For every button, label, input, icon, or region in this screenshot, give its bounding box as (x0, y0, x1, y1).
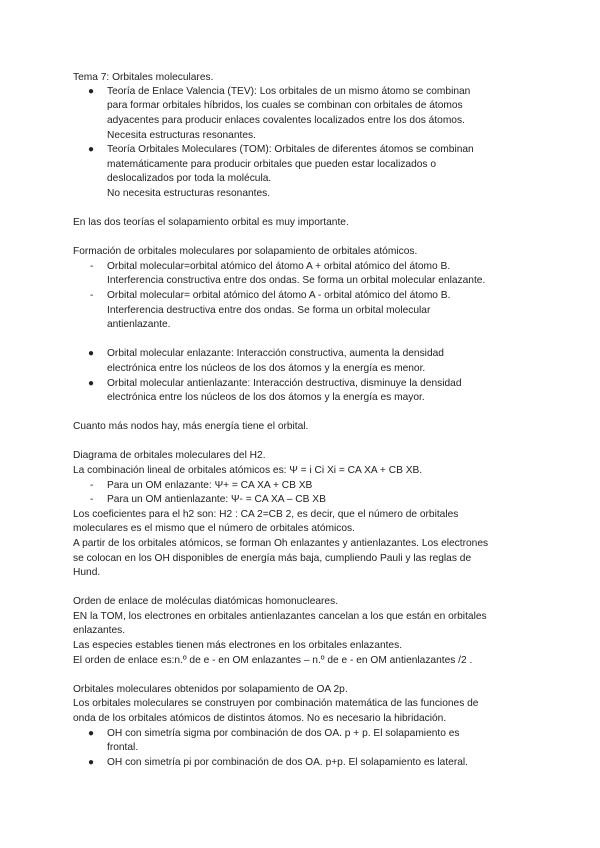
om-antienlazante-formula: Para un OM antienlazante: Ψ- = CA XA – CB XB (107, 494, 326, 505)
om-sum-line-2: Interferencia constructiva entre dos ondas. Se forma un orbital molecular enlazante. (107, 275, 486, 286)
sigma-line-1: OH con simetría sigma por combinación de dos OA. p + p. El solapamiento es (107, 728, 460, 739)
construct-line-1: Los orbitales moleculares se construyen por combinación matemática de las funciones de (73, 698, 479, 709)
tom-line-1: Teoría Orbitales Moleculares (TOM): Orbitales de diferentes átomos se combinan (107, 144, 474, 155)
overlap-note: En las dos teorías el solapamiento orbital es muy importante. (73, 217, 349, 228)
antienlazante-line-1: Orbital molecular antienlazante: Interacción destructiva, disminuye la densidad (107, 378, 462, 389)
om-sum-line-1: Orbital molecular=orbital atómico del átomo A + orbital atómico del átomo B. (107, 261, 451, 272)
section-title-orden: Orden de enlace de moléculas diatómicas homonucleares. (73, 596, 339, 607)
estables-line: Las especies estables tienen más electrones en los orbitales enlazantes. (73, 640, 403, 651)
tev-line-2: para formar orbitales híbridos, los cuales se combinan con orbitales de átomos (107, 100, 463, 111)
bullet-icon: ● (88, 348, 95, 359)
section-title-formacion: Formación de orbitales moleculares por solapamiento de orbitales atómicos. (73, 246, 418, 257)
dash-icon: - (90, 480, 94, 491)
om-enlazante-formula: Para un OM enlazante: Ψ+ = CA XA + CB XB (107, 480, 313, 491)
bullet-icon: ● (88, 86, 95, 97)
bullet-icon: ● (88, 144, 95, 155)
construct-line-2: onda de los orbitales atómicos de distintos átomos. No es necesario la hibridación. (73, 713, 447, 724)
electrons-line-2: se colocan en los OH disponibles de energía más baja, cumpliendo Pauli y las reglas de (73, 553, 472, 564)
nodes-note: Cuanto más nodos hay, más energía tiene el orbital. (73, 421, 309, 432)
om-diff-line-3: antienlazante. (107, 319, 171, 330)
enlazante-line-2: electrónica entre los núcleos de los dos átomos y la energía es menor. (107, 363, 426, 374)
tom-line-4: No necesita estructuras resonantes. (107, 188, 271, 199)
enlazante-line-1: Orbital molecular enlazante: Interacción constructiva, aumenta la densidad (107, 348, 444, 359)
om-diff-line-2: Interferencia destructiva entre dos ondas. Se forma un orbital molecular (107, 305, 431, 316)
om-diff-line-1: Orbital molecular= orbital atómico del átomo A - orbital atómico del átomo B. (107, 290, 451, 301)
bullet-icon: ● (88, 728, 95, 739)
bullet-icon: ● (88, 378, 95, 389)
section-title-tema7: Tema 7: Orbitales moleculares. (73, 72, 214, 83)
coef-line-1: Los coeficientes para el h2 son: H2 : CA 2=CB 2, es decir, que el número de orbitales (73, 509, 459, 520)
orden-formula-line: El orden de enlace es:n.º de e - en OM enlazantes – n.º de e - en OM antienlazantes /2 . (73, 655, 473, 666)
tom-line-2: matemáticamente para producir orbitales que pueden estar localizados o (107, 159, 437, 170)
dash-icon: - (90, 290, 94, 301)
tom-line-3: deslocalizados por toda la molécula. (107, 173, 272, 184)
pi-line-1: OH con simetría pi por combinación de dos OA. p+p. El solapamiento es lateral. (107, 757, 468, 768)
section-title-diagrama: Diagrama de orbitales moleculares del H2. (73, 450, 266, 461)
sigma-line-2: frontal. (107, 742, 139, 753)
lcao-line: La combinación lineal de orbitales atómicos es: Ψ = i Ci Xi = CA XA + CB XB. (73, 465, 423, 476)
bullet-icon: ● (88, 757, 95, 768)
tom-cancel-line-1: EN la TOM, los electrones en orbitales antienlazantes cancelan a los que están en orbitales (73, 611, 487, 622)
electrons-line-3: Hund. (73, 567, 101, 578)
tev-line-3: adyacentes para producir enlaces covalentes localizados entre los dos átomos. (107, 115, 465, 126)
electrons-line-1: A partir de los orbitales atómicos, se forman Oh enlazantes y antienlazantes. Los electrones (73, 538, 489, 549)
dash-icon: - (90, 261, 94, 272)
section-title-oa2p: Orbitales moleculares obtenidos por solapamiento de OA 2p. (73, 684, 348, 695)
tom-cancel-line-2: enlazantes. (73, 625, 126, 636)
coef-line-2: moleculares es el mismo que el número de orbitales atómicos. (73, 523, 355, 534)
antienlazante-line-2: electrónica entre los núcleos de los dos átomos y la energía es mayor. (107, 392, 425, 403)
dash-icon: - (90, 494, 94, 505)
tev-line-4: Necesita estructuras resonantes. (107, 130, 256, 141)
tev-line-1: Teoría de Enlace Valencia (TEV): Los orbitales de un mismo átomo se combinan (107, 86, 471, 97)
